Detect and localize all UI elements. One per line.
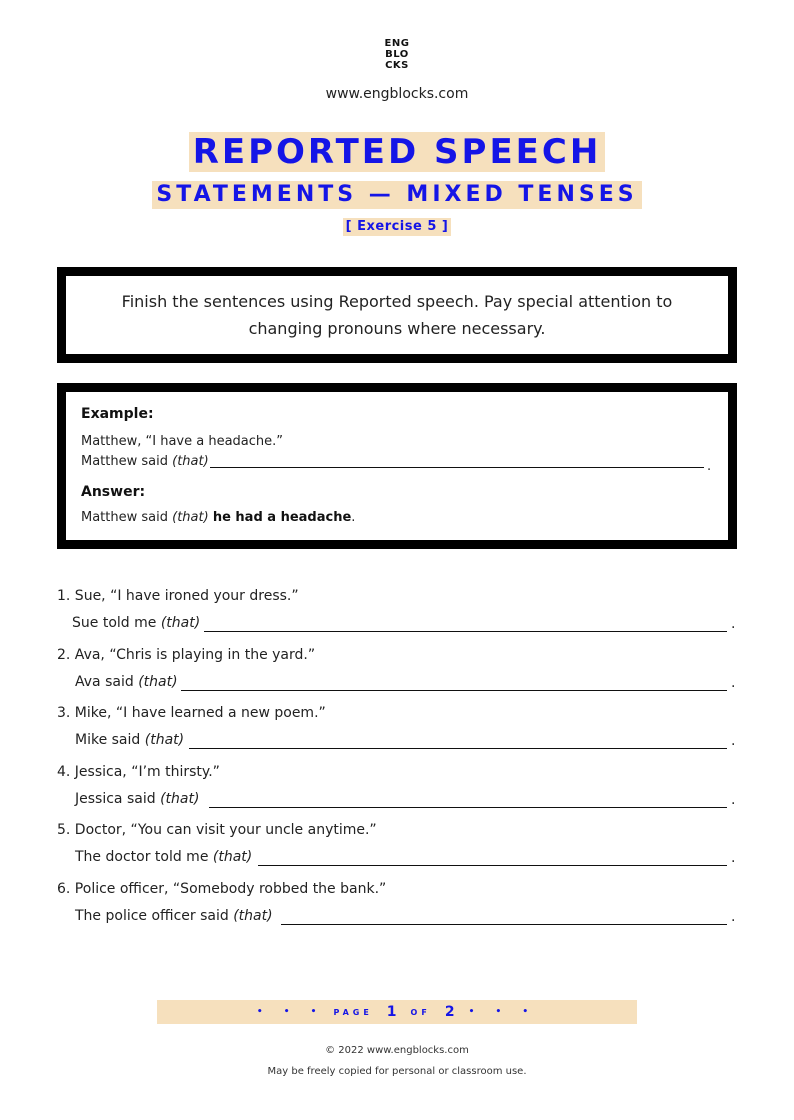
that-text: (that)	[138, 674, 178, 690]
that-text: (that)	[160, 791, 200, 807]
page-dots-left: • • •	[256, 1007, 326, 1017]
example-box	[57, 383, 737, 549]
line-period: .	[731, 850, 736, 866]
prompt-text: Jessica said	[75, 791, 156, 807]
question-1-quote: 1. Sue, “I have ironed your dress.”	[57, 588, 299, 604]
of-word: OF	[410, 1007, 431, 1017]
that-text: (that)	[233, 908, 273, 924]
page-dots-right: • • •	[468, 1007, 538, 1017]
instructions-box	[57, 267, 737, 363]
answer-period: .	[351, 510, 356, 525]
answer-text: he had a headache	[212, 510, 352, 525]
line-period: .	[731, 733, 736, 749]
page-word: PAGE	[333, 1007, 373, 1017]
exercise-wrap	[0, 215, 794, 236]
example-prompt-line	[81, 454, 209, 469]
example-answer-blank	[210, 467, 704, 468]
answer-blank-5[interactable]	[258, 865, 727, 866]
question-3-prompt	[75, 732, 184, 748]
logo-line: CKS	[385, 60, 409, 71]
line-period: .	[731, 792, 736, 808]
copyright: © 2022 www.engblocks.com	[325, 1045, 469, 1056]
example-quote: Matthew, “I have a headache.”	[81, 434, 284, 449]
question-2-quote: 2. Ava, “Chris is playing in the yard.”	[57, 647, 316, 663]
answer-line	[81, 510, 355, 525]
line-period: .	[731, 616, 736, 632]
example-prompt: Matthew said	[81, 454, 168, 469]
license-note: May be freely copied for personal or classroom use.	[267, 1066, 527, 1077]
question-5-prompt	[75, 849, 252, 865]
question-2-prompt	[75, 674, 178, 690]
that-text: (that)	[160, 615, 201, 631]
page-total: 2	[444, 1004, 455, 1020]
example-heading: Example:	[81, 406, 154, 422]
page-indicator	[157, 1000, 637, 1024]
that-text: (that)	[144, 732, 185, 748]
page-current: 1	[386, 1004, 397, 1020]
answer-blank-6[interactable]	[281, 924, 727, 925]
answer-blank-2[interactable]	[181, 690, 727, 691]
prompt-text: The doctor told me	[75, 849, 209, 865]
answer-prompt: Matthew said	[81, 510, 168, 525]
site-url[interactable]: www.engblocks.com	[325, 86, 469, 102]
question-5-quote: 5. Doctor, “You can visit your uncle anytime.”	[57, 822, 377, 838]
that-text: (that)	[212, 849, 253, 865]
prompt-text: Ava said	[75, 674, 134, 690]
prompt-text: The police officer said	[75, 908, 229, 924]
question-4-prompt	[75, 791, 199, 807]
page-subtitle: STATEMENTS — MIXED TENSES	[152, 181, 641, 209]
question-6-quote: 6. Police officer, “Somebody robbed the bank.”	[57, 881, 387, 897]
prompt-text: Mike said	[75, 732, 141, 748]
prompt-text: Sue told me	[72, 615, 157, 631]
engblocks-logo	[380, 38, 414, 71]
question-4-quote: 4. Jessica, “I’m thirsty.”	[57, 764, 220, 780]
example-that: (that)	[172, 454, 209, 469]
question-3-quote: 3. Mike, “I have learned a new poem.”	[57, 705, 326, 721]
answer-blank-4[interactable]	[209, 807, 727, 808]
instructions-text: Finish the sentences using Reported speech. Pay special attention to changing pronouns where necessary.	[121, 292, 673, 338]
question-1-prompt	[72, 615, 200, 631]
logo-line: ENG	[384, 38, 410, 49]
logo-line: BLO	[385, 49, 409, 60]
question-6-prompt	[75, 908, 273, 924]
line-period: .	[731, 909, 736, 925]
title-wrap	[0, 132, 794, 172]
answer-that: (that)	[172, 510, 209, 525]
answer-blank-3[interactable]	[189, 748, 727, 749]
line-period: .	[731, 675, 736, 691]
subtitle-wrap	[0, 181, 794, 209]
exercise-number: [ Exercise 5 ]	[343, 218, 452, 236]
answer-blank-1[interactable]	[204, 631, 727, 632]
example-period: .	[707, 459, 712, 474]
page-title: REPORTED SPEECH	[189, 132, 606, 172]
answer-heading: Answer:	[81, 484, 146, 500]
